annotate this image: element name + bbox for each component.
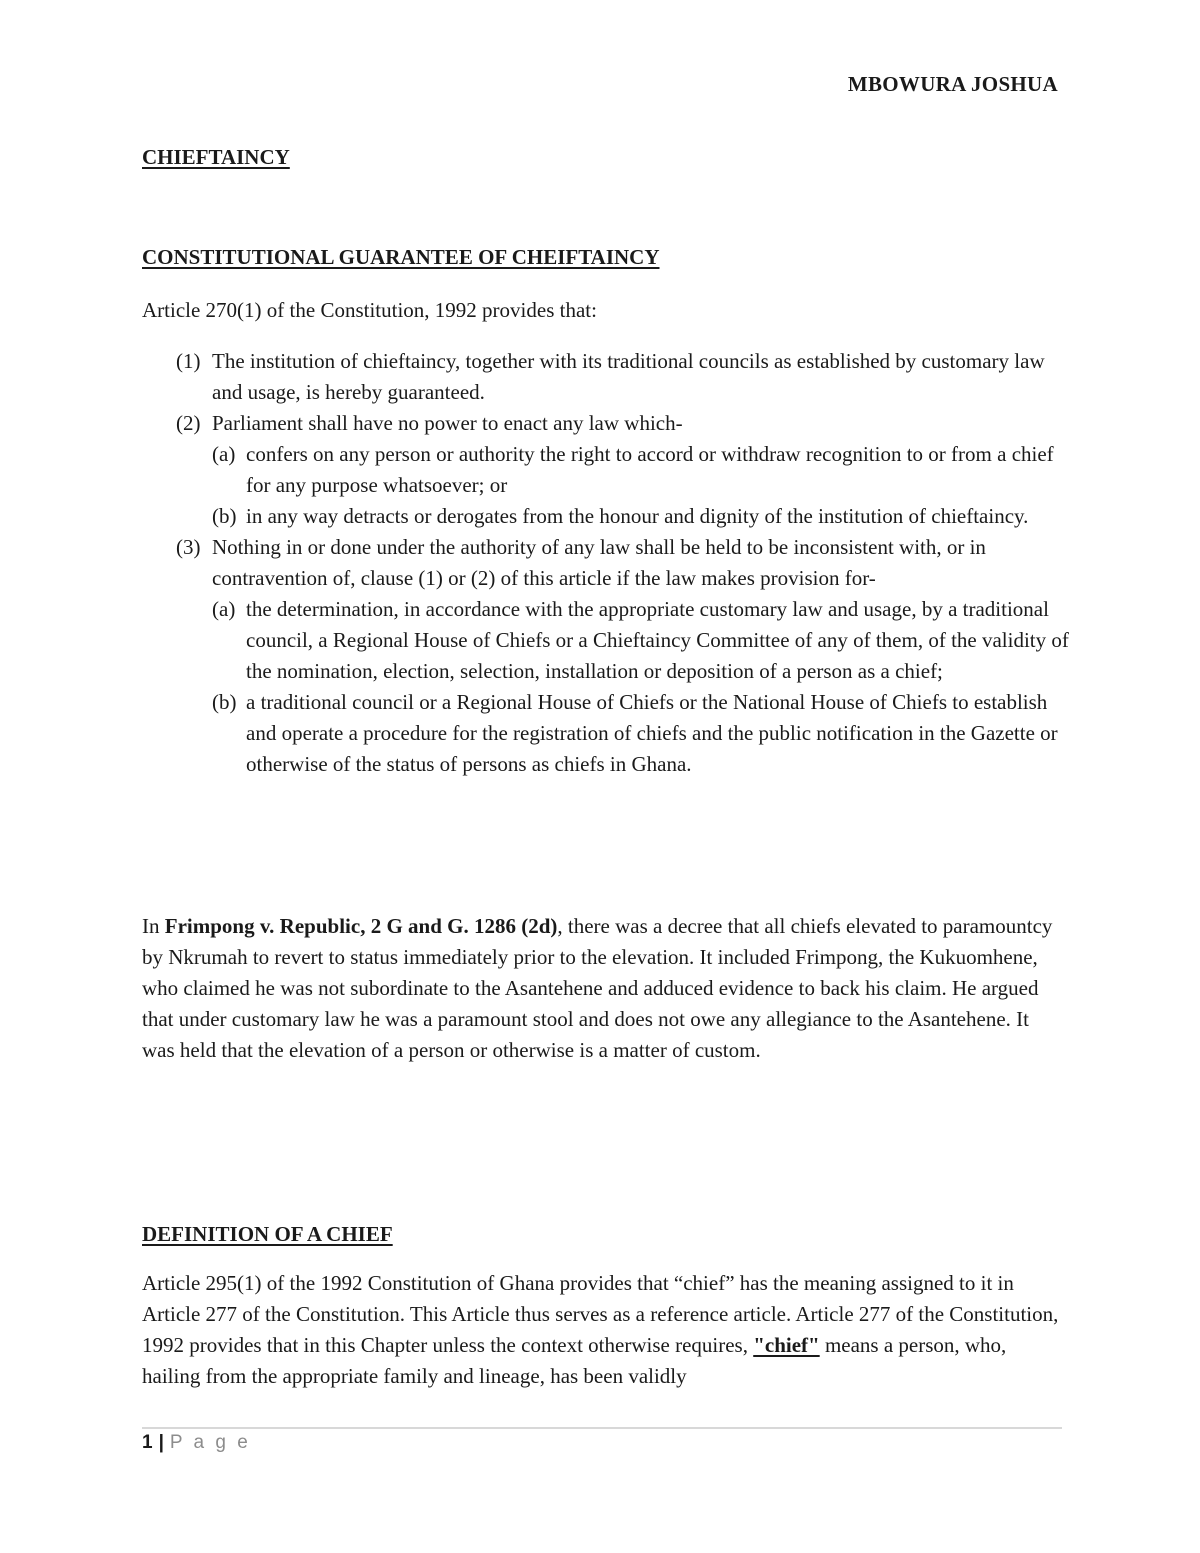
article-clause-list xyxy=(142,346,1072,780)
case-prefix: In xyxy=(142,914,165,938)
clause-number: (1) xyxy=(176,349,201,373)
clause-number: (3) xyxy=(176,535,201,559)
clause-text: Parliament shall have no power to enact any law which- xyxy=(212,411,683,435)
definition-text-end: means a person, who, hailing from the appropriate family and lineage, has been validly xyxy=(142,1333,1007,1388)
section-heading-guarantee: CONSTITUTIONAL GUARANTEE OF CHEIFTAINCY xyxy=(142,245,660,269)
clause-item xyxy=(142,346,1072,408)
case-citation: Frimpong v. Republic, 2 G and G. 1286 (2d) xyxy=(164,914,558,938)
footer-separator: | xyxy=(158,1432,164,1453)
clause-text: The institution of chieftaincy, together with its traditional councils as established by customary law and usage, is hereby guaranteed. xyxy=(212,349,1045,404)
clause-item xyxy=(142,408,1072,439)
subclause-text: confers on any person or authority the right to accord or withdraw recognition to or from a chief for any purpose whatsoever; or xyxy=(246,442,1054,497)
section-heading-definition: DEFINITION OF A CHIEF xyxy=(142,1222,393,1246)
document-title: CHIEFTAINCY xyxy=(142,145,290,169)
subclause-item xyxy=(142,594,1072,687)
case-paragraph xyxy=(142,911,1062,1066)
definition-text-start: Article 295(1) of the 1992 Constitution of Ghana provides that “chief” has the meaning assigned to it in Article 277 of the Constitution. This Article thus serves as a reference article. Article 277 of the Constitution, 1992 provides that in this Chapter unless the context otherwise requires, xyxy=(142,1271,1059,1357)
clause-number: (2) xyxy=(176,411,201,435)
page-footer xyxy=(142,1432,251,1454)
definition-paragraph xyxy=(142,1268,1062,1392)
article-intro: Article 270(1) of the Constitution, 1992 provides that: xyxy=(142,298,597,322)
subclause-item xyxy=(142,501,1072,532)
subclause-text: the determination, in accordance with the appropriate customary law and usage, by a traditional council, a Regional House of Chiefs or a Chieftaincy Committee of any of them, of the validity of the nomination, election, selection, installation or deposition of a person as a chief; xyxy=(246,597,1069,683)
subclause-item xyxy=(142,439,1072,501)
subclause-letter: (b) xyxy=(212,504,237,528)
page-label: P a g e xyxy=(169,1432,251,1453)
subclause-text: a traditional council or a Regional House of Chiefs or the National House of Chiefs to establish and operate a procedure for the registration of chiefs and the public notification in the Gazette or otherwise of the status of persons as chiefs in Ghana. xyxy=(246,690,1058,776)
case-body: , there was a decree that all chiefs elevated to paramountcy by Nkrumah to revert to status immediately prior to the elevation. It included Frimpong, the Kukuomhene, who claimed he was not subordinate to the Asantehene and adduced evidence to back his claim. He argued that under customary law he was a paramount stool and does not owe any allegiance to the Asantehene. It was held that the elevation of a person or otherwise is a matter of custom. xyxy=(142,914,1053,1062)
defined-term: "chief" xyxy=(753,1333,820,1357)
subclause-text: in any way detracts or derogates from the honour and dignity of the institution of chieftaincy. xyxy=(246,504,1029,528)
subclause-letter: (a) xyxy=(212,597,236,621)
clause-text: Nothing in or done under the authority of any law shall be held to be inconsistent with, or in contravention of, clause (1) or (2) of this article if the law makes provision for- xyxy=(212,535,986,590)
subclause-letter: (a) xyxy=(212,442,236,466)
subclause-item xyxy=(142,687,1072,780)
clause-item xyxy=(142,532,1072,594)
footer-divider xyxy=(142,1427,1062,1429)
page-number: 1 xyxy=(142,1432,153,1453)
author-header: MBOWURA JOSHUA xyxy=(847,72,1058,96)
subclause-letter: (b) xyxy=(212,690,237,714)
